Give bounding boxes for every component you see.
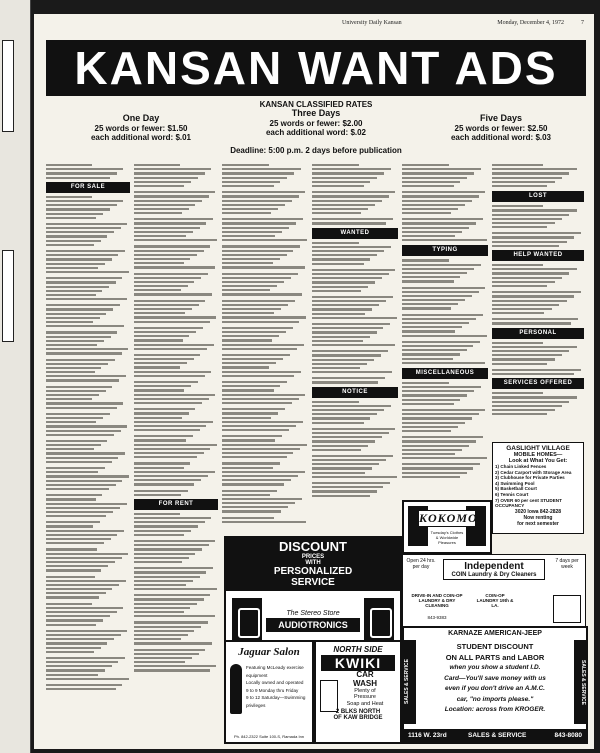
classified-text-block [402,382,488,478]
gaslight-item: 7) OVER 60 per cent STUDENT OCCUPANCY [495,497,562,509]
adjacent-box [2,250,14,342]
speaker-icon [232,598,262,642]
page-number: 7 [581,20,584,26]
rate-three-days [236,109,396,138]
discount-tagline: The Stereo Store [286,610,340,617]
rate-one-day [66,114,216,143]
kokomo-sub: Tuesday's Clothes & Worldwide Pleasures [430,530,464,545]
salon-figure-icon [230,664,242,714]
kwiki-l1: CAR [356,670,374,679]
rate-line: 25 words or fewer: $1.50 [94,123,188,133]
gaslight-title: GASLIGHT VILLAGE [506,445,570,452]
gaslight-semester: for next semester [517,520,559,527]
kwiki-l2: WASH [353,678,377,688]
issue-date: Monday, December 4, 1972 [497,20,564,26]
classified-text-block [492,264,584,325]
karnaze-l7: Location: across from KROGER. [444,706,546,713]
gaslight-subtitle: MOBILE HOMES— [513,452,563,458]
salon-phone: Ph. 842-2322 [233,734,258,739]
discount-header [226,538,400,591]
laundry-hours: Open 24 hrs. per day [406,558,436,570]
gaslight-item: 1) Chain Linked Fences [495,464,547,469]
ad-kokomo [402,500,492,554]
classified-text-block [492,392,584,415]
laundry-title: Independent [464,561,524,572]
column-5 [402,162,488,498]
classified-text-block [402,259,488,364]
section-for-rent: FOR RENT [134,499,218,510]
classified-text-block [46,164,130,179]
karnaze-l1: STUDENT DISCOUNT [456,642,534,651]
rate-line: each additional word: $.02 [265,128,367,137]
laundry-coinop: COIN-OP LAUNDRY 19th & LA. [476,593,514,608]
gaslight-item: 3) Clubhouse for Private Parties [495,475,565,481]
kwiki-name: KWIKI [321,655,395,671]
laundry-title-box [443,559,545,580]
section-services-offered: SERVICES OFFERED [492,378,584,389]
kwiki-top: NORTH SIDE [333,645,383,654]
adjacent-page-strip [0,0,31,753]
discount-l5: SERVICE [291,577,335,588]
ad-jaguar-salon [224,640,314,744]
karnaze-footer [404,729,586,742]
ad-kwiki-car-wash [314,640,402,744]
classified-text-block [492,164,584,187]
karnaze-offer [418,642,572,716]
section-help-wanted: HELP WANTED [492,250,584,261]
karnaze-title: KARNAZE AMERICAN-JEEP [448,630,542,637]
ad-karnaze-jeep [402,626,588,744]
rate-line: each additional word: $.03 [450,133,552,142]
classified-text-block [134,164,218,496]
rate-five-days [426,114,576,143]
rate-line: each additional word: $.01 [90,133,192,142]
salon-line: Locally owned and operated [246,680,304,686]
kwiki-l4: Pressure [353,694,376,701]
classified-text-block [312,242,398,384]
section-lost: LOST [492,191,584,202]
laundry-sub: COIN Laundry & Dry Cleaners [451,572,537,578]
newspaper-sheet [34,14,594,749]
discount-l4: PERSONALIZED [273,566,353,577]
section-for-sale: FOR SALE [46,182,130,193]
kwiki-car-icon [320,680,338,712]
karnaze-side-right: SALES & SERVICE [574,640,586,724]
section-personal: PERSONAL [492,328,584,339]
section-wanted: WANTED [312,228,398,239]
column-3 [222,162,308,542]
column-1 [46,162,130,742]
ad-discount-audiotronics [224,536,402,642]
gaslight-list [495,464,581,509]
karnaze-l6: car, "no imports please." [456,695,534,703]
want-ads-banner: KANSAN WANT ADS [46,40,586,96]
kwiki-l6: 2 BLKS NORTH [335,708,381,715]
deadline: Deadline: 5:00 p.m. 2 days before publication [230,146,402,155]
classified-text-block [312,401,398,497]
laundry-days: 7 days per week [555,558,579,570]
classified-text-block [492,342,584,376]
classified-text-block [46,196,130,691]
karnaze-phone: 843-8080 [554,732,582,739]
section-notice: NOTICE [312,387,398,398]
rate-head: Three Days [291,108,341,118]
karnaze-address: 1116 W. 23rd [408,732,447,739]
rate-head: One Day [122,113,160,123]
salon-contact [228,734,310,739]
column-2 [134,162,218,742]
gaslight-phone: 3020 Iowa 842-2828 [514,508,562,515]
salon-line: 9 to 12 Saturday—Swimming privileges [246,695,306,708]
salon-line: Featuring McLeady exercise equipment [246,665,304,678]
gaslight-item: 5) Basketball Court [495,486,537,492]
discount-l3: WITH [305,560,321,566]
karnaze-l3: when you show a student I.D. [449,664,541,671]
classified-rates [46,100,586,158]
kwiki-l5: Soap and Heat [346,700,384,707]
discount-brand: AUDIOTRONICS [266,618,360,632]
column-6 [492,162,584,442]
rate-line: 25 words or fewer: $2.00 [269,118,363,128]
gaslight-item: 2) Cedar Carport with Storage Area [495,469,572,475]
classified-text-block [134,513,218,672]
gaslight-look: Look at What You Get: [508,458,568,464]
salon-line: 9 to 9 Monday thru Friday [246,687,299,693]
section-miscellaneous: MISCELLANEOUS [402,368,488,379]
kwiki-l7: OF KAW BRIDGE [333,715,383,722]
ad-independent-laundry [402,554,586,628]
rate-head: Five Days [479,113,523,123]
laundry-drive: DRIVE-IN AND COIN-OP LAUNDRY & DRY CLEANING [411,593,463,608]
salon-details [246,664,308,710]
salon-name: Jaguar Salon [238,646,300,658]
classified-text-block [312,164,398,225]
gaslight-renting: Now renting [523,514,553,521]
rate-line: 25 words or fewer: $2.50 [454,123,548,133]
kwiki-l3: Plenty of [354,688,376,694]
karnaze-l5: even if you don't drive an A.M.C. [445,685,545,692]
ad-gaslight-village [492,442,584,534]
discount-l2: PRICES [301,554,325,560]
rates-title: KANSAN CLASSIFIED RATES [259,100,373,109]
gaslight-item: 4) Swimming Pool [495,480,535,486]
gaslight-item: 6) Tennis Court [495,491,529,497]
classified-text-block [402,164,488,241]
classified-text-block [492,205,584,247]
karnaze-l4: Card—You'll save money with us [444,674,546,682]
laundry-map-icon [553,595,581,623]
classified-text-block [222,164,308,523]
salon-address: Suite 100-S, Ramada Inn [259,734,305,739]
running-head [42,18,586,32]
adjacent-box [2,40,14,132]
karnaze-bottom: SALES & SERVICE [468,732,527,739]
karnaze-l2: ON ALL PARTS and LABOR [445,652,545,662]
column-4 [312,162,398,542]
section-typing: TYPING [402,245,488,256]
speaker-icon [364,598,394,642]
kokomo-name: KOKOMO [419,511,478,525]
laundry-phone: 843-9383 [427,615,447,620]
discount-l1: DISCOUNT [279,539,347,554]
paper-name: University Daily Kansan [342,20,402,26]
karnaze-side-left: SALES & SERVICE [404,640,416,724]
